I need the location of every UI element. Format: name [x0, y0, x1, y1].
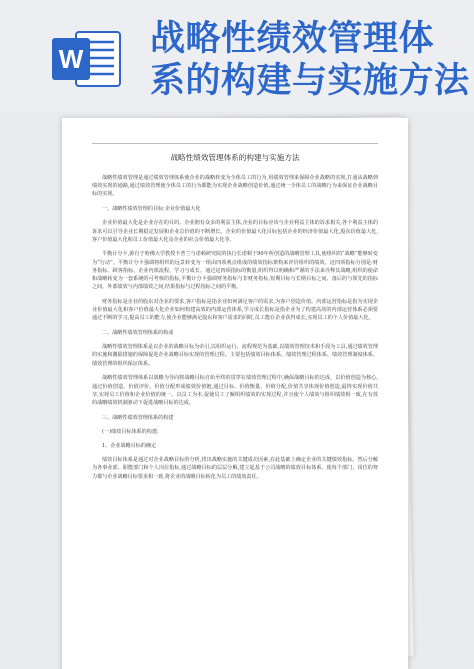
- banner-title-line-2: 系的构建与实施方法: [150, 61, 470, 101]
- section-heading: 二、战略性绩效管理体系的构成: [102, 330, 174, 337]
- banner: [0, 0, 474, 112]
- paragraph: 财务指标是企业的股东对企业的要求,客户指标是指企业如何满足客户的需求,为客户创造价值。内部运营指标是指为实现企业价值最大化和客户价值最大化企业如何构建高效的内部运营体系,学习成长指标是指企业为了构建高效的内部运营体系必须要通过不断的学习,提高员工的能力,使企业能够满足股东和客户需求的同时,员工能在企业获得成长,实现员工的个人价值最大化。: [92, 298, 378, 322]
- paragraph: 企业价值最大化是企业存在的目的。企业拥有众多的利益主体,企业的目标应该与企业利益主体的诉求相关,各个利益主体的诉求可以引导企业长期稳定发展和企业总价值的不断增长。企业的价值最大化目标包括企业的经济价值最大化,股东价值最大化,客户价值最大化和员工价值最大化及企业的社会价值最大化等。: [92, 220, 378, 243]
- paragraph: 绩效目标体系是通过对企业战略目标的分析,找出战略实施的关键成功因素,在此基础上确定企业的关键绩效指标。然后分解为各事业部、职能部门和个人岗位指标,通过战略目标的层层分解,建立起基于公司战略的绩效目标体系。使每个部门、岗位的努力都与企业战略目标要求相一致,将企业的战略目标转化为员工的绩效责任。: [92, 457, 378, 480]
- paragraph: 战略性绩效管理体系是以企业的战略目标为牵引,以组织运行、流程规范为基础,以绩效管理技术和手段为工具,通过绩效管理的实施和激励措施的保障促进企业战略目标实现的管理过程。主要包括绩效目标体系、绩效管理过程体系、绩效管理制度体系、绩效管理的组织保证体系。: [92, 344, 378, 367]
- paragraph: 战略性绩效管理体系以战略为导向将战略目标自始至终的贯穿在绩效管理过程中,确保战略目标的达成。以价值创造为核心,通过价值创造、价值评价、价值分配形成绩效价值链,通过目标、价值衡量、价值分配,价值共享体现价值创造,最终实现价值共享,实现员工价值和企业价值的统一。以员工为本,促使员工了解组织绩效的实现过程,并且使个人绩效与组织绩效相一致,在有效的战略绩效机制驱动下促进战略目标的达成。: [92, 375, 378, 406]
- section-heading: 三、战略性绩效管理体系的构建: [102, 414, 174, 421]
- header-rule: [92, 143, 378, 144]
- section-heading: 1、企业战略目标的确定: [102, 443, 157, 450]
- svg-text:W: W: [58, 44, 84, 74]
- banner-title: [150, 18, 470, 102]
- document-page: [62, 118, 408, 669]
- section-heading: 一、战略性绩效管理的目标:企业价值最大化: [102, 206, 201, 213]
- banner-title-line-1: 战略性绩效管理体: [150, 19, 435, 59]
- word-document-icon: [50, 28, 122, 90]
- document-title: 战略性绩效管理体系的构建与实施方法: [170, 153, 300, 162]
- section-heading: (一)绩效目标体系的构建:: [102, 428, 159, 435]
- paragraph: 战略性绩效管理是通过绩效管理体系使企业的战略转变为全体员工的行为,用绩效管理来保障企业战略的实现,打通从战略到绩效实现的通路,通过绩效管理使全体员工的行为都能为实现企业战略创造价值,通过统一全体员工的战略行为来保证企业战略目标的实现。: [92, 175, 378, 198]
- document-body: [92, 174, 378, 487]
- paragraph: 平衡计分卡,源自于哈佛大学教授卡普兰与诺顿研究院的执行长诺顿于90年所创造的战略管理工具,使组织的“战略”能够转变为“行动”。平衡计分卡强调将组织的远景转变为一组由四项观点组成的绩效指标架构来评价组织的绩效。这四项指标分别是:财务指标、顾客指标、企业内部流程、学习与成长。通过这四项指标的衡量,组织得以明确和严谨的手法来诠释其战略,组织的使命和战略转变为一套系统的可考核的指标,平衡计分卡强调财务指标与非财务指标,短期目标与长期目标之间、落后的与领先的指标之间、外部绩效与内部绩效之间,结果指标与过程指标之间的平衡。: [92, 251, 378, 291]
